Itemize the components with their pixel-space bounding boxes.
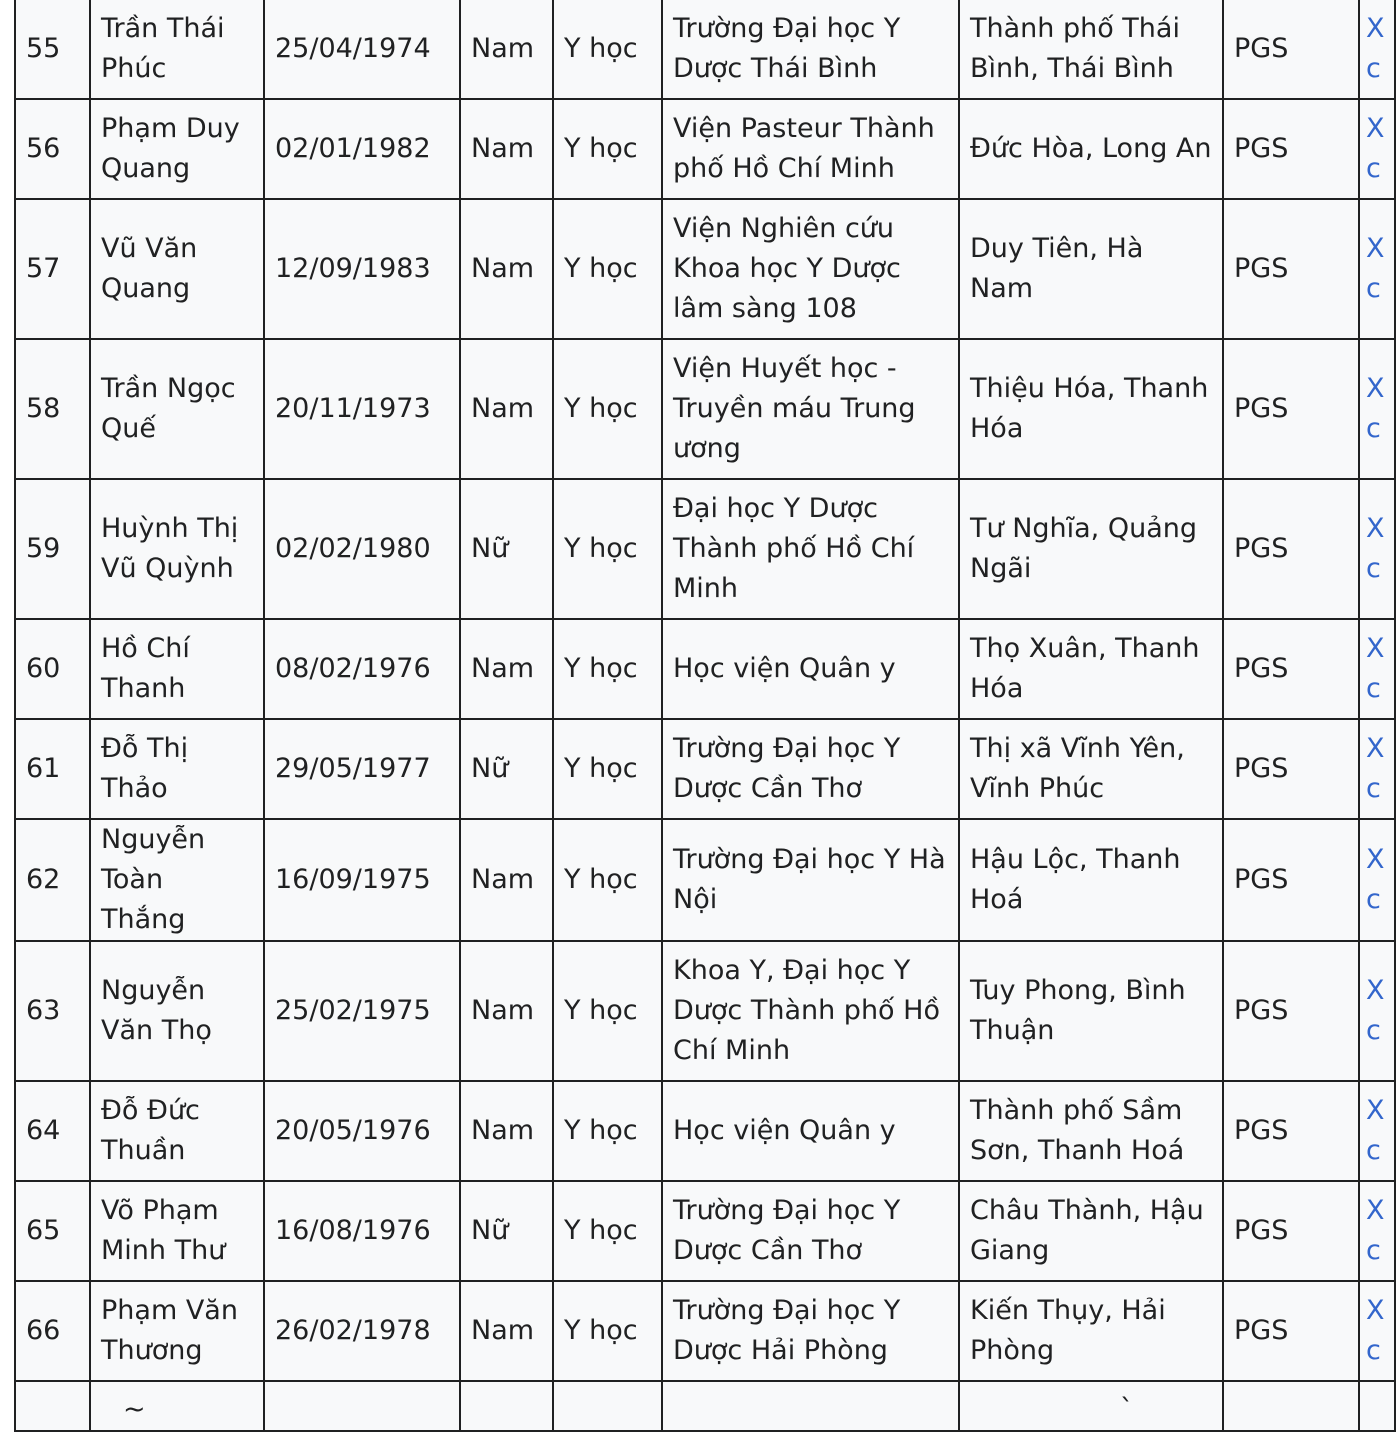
birth-date-cell: 29/05/1977	[264, 719, 460, 819]
workplace-cell: Trường Đại học Y Dược Hải Phòng	[662, 1281, 959, 1381]
hometown-cell: Thành phố Thái Bình, Thái Bình	[959, 0, 1223, 99]
professor-list-table-container	[14, 0, 1394, 1432]
gender-cell: Nam	[460, 1081, 553, 1181]
row-number-cell: 57	[15, 199, 90, 339]
workplace-cell: Viện Pasteur Thành phố Hồ Chí Minh	[662, 99, 959, 199]
table-row	[15, 199, 1395, 339]
reference-link-cell[interactable]	[1359, 819, 1395, 941]
workplace-cell: Học viện Quân y	[662, 1081, 959, 1181]
field-cell: Y học	[553, 199, 662, 339]
reference-link[interactable]: X	[1366, 844, 1385, 875]
reference-link-continuation[interactable]: c	[1366, 1135, 1381, 1166]
field-cell: Y học	[553, 619, 662, 719]
reference-link-continuation[interactable]: c	[1366, 884, 1381, 915]
academic-title-cell: PGS	[1223, 479, 1359, 619]
gender-cell: Nam	[460, 819, 553, 941]
gender-cell: Nam	[460, 941, 553, 1081]
birth-date-cell: 02/02/1980	[264, 479, 460, 619]
reference-link-cell[interactable]	[1359, 0, 1395, 99]
gender-cell: Nữ	[460, 719, 553, 819]
birth-date-cell: 08/02/1976	[264, 619, 460, 719]
table-row	[15, 1281, 1395, 1381]
table-row-partial	[15, 1381, 1395, 1431]
reference-link-cell[interactable]	[1359, 1081, 1395, 1181]
gender-cell: Nam	[460, 1281, 553, 1381]
workplace-cell: Đại học Y Dược Thành phố Hồ Chí Minh	[662, 479, 959, 619]
reference-link[interactable]: X	[1366, 1195, 1385, 1226]
table-row	[15, 819, 1395, 941]
partial-row-cell	[90, 1381, 264, 1431]
hometown-cell: Tuy Phong, Bình Thuận	[959, 941, 1223, 1081]
reference-link-continuation[interactable]: c	[1366, 53, 1381, 84]
reference-link[interactable]: X	[1366, 975, 1385, 1006]
gender-cell: Nam	[460, 99, 553, 199]
academic-title-cell: PGS	[1223, 0, 1359, 99]
hometown-cell: Thành phố Sầm Sơn, Thanh Hoá	[959, 1081, 1223, 1181]
field-cell: Y học	[553, 941, 662, 1081]
academic-title-cell: PGS	[1223, 819, 1359, 941]
table-row	[15, 479, 1395, 619]
reference-link[interactable]: X	[1366, 233, 1385, 264]
row-number-cell: 64	[15, 1081, 90, 1181]
reference-link-continuation[interactable]: c	[1366, 553, 1381, 584]
reference-link-cell[interactable]	[1359, 339, 1395, 479]
table-body	[15, 0, 1395, 1431]
reference-link-cell[interactable]	[1359, 1281, 1395, 1381]
name-cell: Võ Phạm Minh Thư	[90, 1181, 264, 1281]
name-cell: Huỳnh Thị Vũ Quỳnh	[90, 479, 264, 619]
name-cell: Đỗ Thị Thảo	[90, 719, 264, 819]
row-number-cell: 59	[15, 479, 90, 619]
field-cell: Y học	[553, 1081, 662, 1181]
workplace-cell: Trường Đại học Y Dược Cần Thơ	[662, 1181, 959, 1281]
workplace-cell: Viện Huyết học - Truyền máu Trung ương	[662, 339, 959, 479]
name-cell: Phạm Duy Quang	[90, 99, 264, 199]
reference-link-continuation[interactable]: c	[1366, 153, 1381, 184]
name-cell: Trần Ngọc Quế	[90, 339, 264, 479]
name-cell: Đỗ Đức Thuần	[90, 1081, 264, 1181]
table-row	[15, 719, 1395, 819]
field-cell: Y học	[553, 719, 662, 819]
gender-cell: Nữ	[460, 1181, 553, 1281]
birth-date-cell: 20/05/1976	[264, 1081, 460, 1181]
table-row	[15, 99, 1395, 199]
field-cell: Y học	[553, 99, 662, 199]
partial-text-fragment: `	[1120, 1394, 1134, 1425]
academic-title-cell: PGS	[1223, 99, 1359, 199]
birth-date-cell: 16/08/1976	[264, 1181, 460, 1281]
birth-date-cell: 25/02/1975	[264, 941, 460, 1081]
hometown-cell: Tư Nghĩa, Quảng Ngãi	[959, 479, 1223, 619]
birth-date-cell: 02/01/1982	[264, 99, 460, 199]
row-number-cell: 58	[15, 339, 90, 479]
hometown-cell: Duy Tiên, Hà Nam	[959, 199, 1223, 339]
academic-title-cell: PGS	[1223, 619, 1359, 719]
table-row	[15, 1181, 1395, 1281]
hometown-cell: Châu Thành, Hậu Giang	[959, 1181, 1223, 1281]
partial-row-cell	[662, 1381, 959, 1431]
reference-link[interactable]: X	[1366, 113, 1385, 144]
field-cell: Y học	[553, 1181, 662, 1281]
gender-cell: Nam	[460, 339, 553, 479]
hometown-cell: Thọ Xuân, Thanh Hóa	[959, 619, 1223, 719]
reference-link-continuation[interactable]: c	[1366, 773, 1381, 804]
workplace-cell: Trường Đại học Y Dược Cần Thơ	[662, 719, 959, 819]
table-row	[15, 339, 1395, 479]
row-number-cell: 56	[15, 99, 90, 199]
gender-cell: Nam	[460, 199, 553, 339]
reference-link[interactable]: X	[1366, 1295, 1385, 1326]
workplace-cell: Trường Đại học Y Dược Thái Bình	[662, 0, 959, 99]
partial-row-cell	[15, 1381, 90, 1431]
birth-date-cell: 25/04/1974	[264, 0, 460, 99]
name-cell: Trần Thái Phúc	[90, 0, 264, 99]
field-cell: Y học	[553, 339, 662, 479]
table-row	[15, 1081, 1395, 1181]
workplace-cell: Khoa Y, Đại học Y Dược Thành phố Hồ Chí Minh	[662, 941, 959, 1081]
row-number-cell: 62	[15, 819, 90, 941]
name-cell: Nguyễn Văn Thọ	[90, 941, 264, 1081]
reference-link[interactable]: X	[1366, 13, 1385, 44]
reference-link[interactable]: X	[1366, 1095, 1385, 1126]
academic-title-cell: PGS	[1223, 1181, 1359, 1281]
partial-text-fragment: ~	[123, 1394, 146, 1425]
workplace-cell: Viện Nghiên cứu Khoa học Y Dược lâm sàng 108	[662, 199, 959, 339]
hometown-cell: Thị xã Vĩnh Yên, Vĩnh Phúc	[959, 719, 1223, 819]
academic-title-cell: PGS	[1223, 339, 1359, 479]
row-number-cell: 61	[15, 719, 90, 819]
reference-link[interactable]: X	[1366, 733, 1385, 764]
academic-title-cell: PGS	[1223, 1081, 1359, 1181]
reference-link-cell[interactable]	[1359, 199, 1395, 339]
workplace-cell: Trường Đại học Y Hà Nội	[662, 819, 959, 941]
name-cell: Hồ Chí Thanh	[90, 619, 264, 719]
field-cell: Y học	[553, 0, 662, 99]
reference-link-cell[interactable]	[1359, 479, 1395, 619]
row-number-cell: 55	[15, 0, 90, 99]
reference-link[interactable]: X	[1366, 513, 1385, 544]
field-cell: Y học	[553, 1281, 662, 1381]
reference-link-continuation[interactable]: c	[1366, 273, 1381, 304]
academic-title-cell: PGS	[1223, 719, 1359, 819]
partial-row-cell	[1359, 1381, 1395, 1431]
birth-date-cell: 16/09/1975	[264, 819, 460, 941]
gender-cell: Nam	[460, 0, 553, 99]
gender-cell: Nam	[460, 619, 553, 719]
name-cell: Nguyễn Toàn Thắng	[90, 819, 264, 941]
row-number-cell: 65	[15, 1181, 90, 1281]
row-number-cell: 63	[15, 941, 90, 1081]
partial-row-cell	[553, 1381, 662, 1431]
table-row	[15, 619, 1395, 719]
table-row	[15, 0, 1395, 99]
hometown-cell: Thiệu Hóa, Thanh Hóa	[959, 339, 1223, 479]
reference-link-continuation[interactable]: c	[1366, 1235, 1381, 1266]
partial-row-cell	[460, 1381, 553, 1431]
field-cell: Y học	[553, 479, 662, 619]
partial-row-cell	[1223, 1381, 1359, 1431]
reference-link-cell[interactable]	[1359, 99, 1395, 199]
workplace-cell: Học viện Quân y	[662, 619, 959, 719]
reference-link-cell[interactable]	[1359, 1181, 1395, 1281]
hometown-cell: Hậu Lộc, Thanh Hoá	[959, 819, 1223, 941]
academic-title-cell: PGS	[1223, 1281, 1359, 1381]
reference-link[interactable]: X	[1366, 633, 1385, 664]
reference-link-continuation[interactable]: c	[1366, 1015, 1381, 1046]
academic-title-cell: PGS	[1223, 199, 1359, 339]
name-cell: Phạm Văn Thương	[90, 1281, 264, 1381]
partial-row-cell	[264, 1381, 460, 1431]
name-cell: Vũ Văn Quang	[90, 199, 264, 339]
birth-date-cell: 26/02/1978	[264, 1281, 460, 1381]
row-number-cell: 66	[15, 1281, 90, 1381]
birth-date-cell: 20/11/1973	[264, 339, 460, 479]
reference-link[interactable]: X	[1366, 373, 1385, 404]
reference-link-cell[interactable]	[1359, 619, 1395, 719]
hometown-cell: Đức Hòa, Long An	[959, 99, 1223, 199]
field-cell: Y học	[553, 819, 662, 941]
reference-link-continuation[interactable]: c	[1366, 413, 1381, 444]
birth-date-cell: 12/09/1983	[264, 199, 460, 339]
row-number-cell: 60	[15, 619, 90, 719]
gender-cell: Nữ	[460, 479, 553, 619]
reference-link-continuation[interactable]: c	[1366, 1335, 1381, 1366]
reference-link-continuation[interactable]: c	[1366, 673, 1381, 704]
reference-link-cell[interactable]	[1359, 719, 1395, 819]
professor-list-table	[14, 0, 1396, 1432]
academic-title-cell: PGS	[1223, 941, 1359, 1081]
table-row	[15, 941, 1395, 1081]
reference-link-cell[interactable]	[1359, 941, 1395, 1081]
partial-row-cell	[959, 1381, 1223, 1431]
hometown-cell: Kiến Thụy, Hải Phòng	[959, 1281, 1223, 1381]
